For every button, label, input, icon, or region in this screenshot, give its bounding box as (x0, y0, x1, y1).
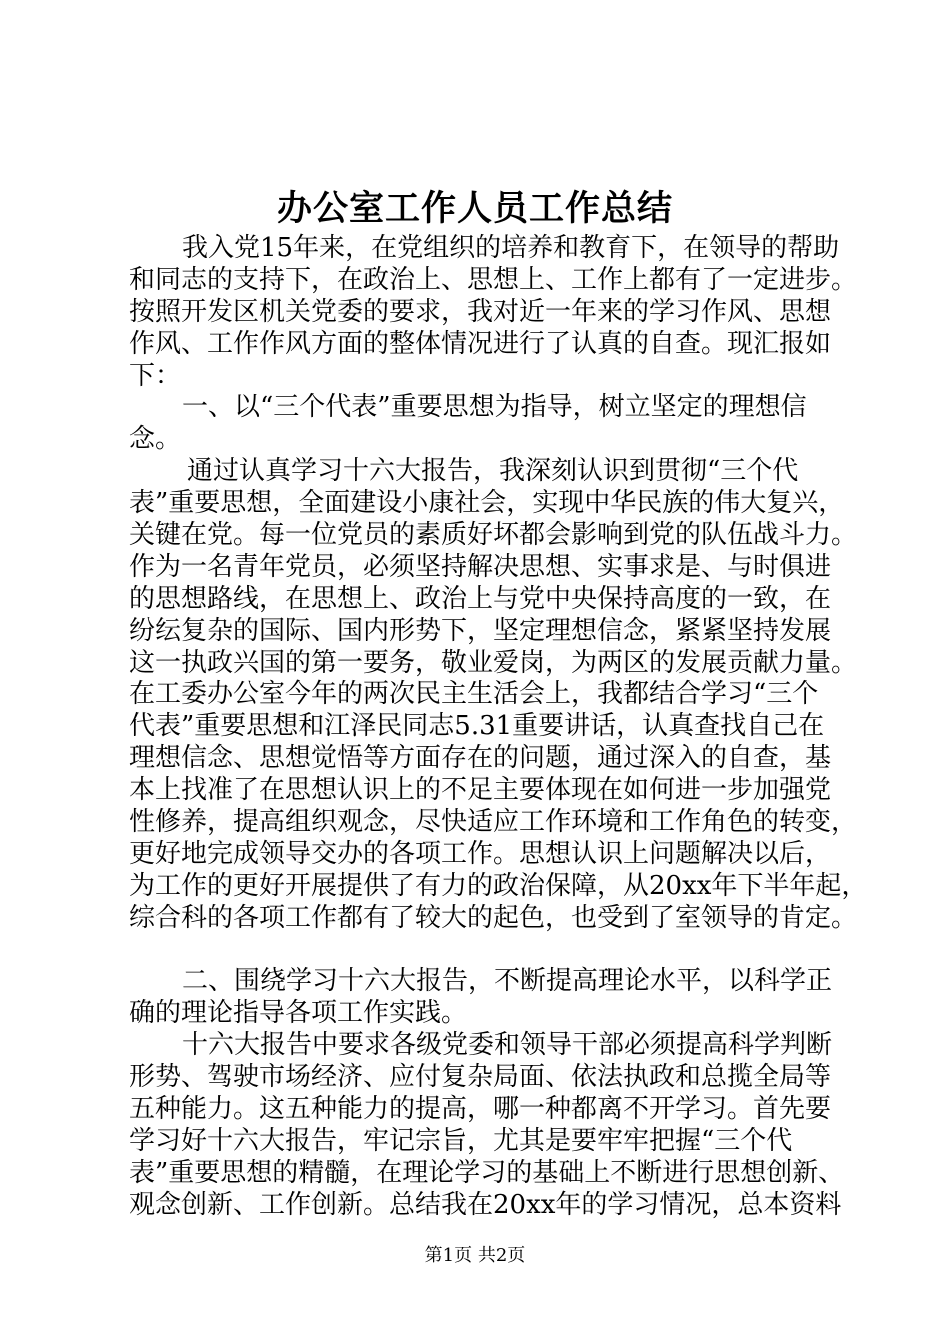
paragraph-line: 和同志的支持下，在政治上、思想上、工作上都有了一定进步。 (129, 264, 858, 295)
paragraph-line: 关键在党。每一位党员的素质好坏都会影响到党的队伍战斗力。 (129, 520, 858, 551)
section-heading-line: 一、以“三个代表”重要思想为指导，树立坚定的理想信 (182, 392, 807, 423)
paragraph-line: 下： (129, 360, 182, 391)
paragraph-line: 作风、工作作风方面的整体情况进行了认真的自查。现汇报如 (129, 328, 832, 359)
paragraph-line: 表”重要思想的精髓，在理论学习的基础上不断进行思想创新、 (129, 1157, 845, 1188)
paragraph-line: 性修养，提高组织观念，尽快适应工作环境和工作角色的转变， (129, 807, 858, 838)
paragraph-line: 在工委办公室今年的两次民主生活会上，我都结合学习“三个 (129, 679, 819, 710)
paragraph-line: 我入党15年来，在党组织的培养和教育下，在领导的帮助 (182, 233, 840, 263)
paragraph-line: 更好地完成领导交办的各项工作。思想认识上问题解决以后， (129, 838, 832, 869)
paragraph-line: 的思想路线，在思想上、政治上与党中央保持高度的一致，在 (129, 583, 832, 614)
page-footer: 第1页 共2页 (424, 1245, 526, 1266)
paragraph-line: 作为一名青年党员，必须坚持解决思想、实事求是、与时俱进 (129, 551, 832, 582)
paragraph-line: 综合科的各项工作都有了较大的起色，也受到了室领导的肯定。 (129, 902, 858, 933)
paragraph-line: 学习好十六大报告，牢记宗旨，尤其是要牢牢把握“三个代 (129, 1125, 793, 1156)
paragraph-line: 按照开发区机关党委的要求，我对近一年来的学习作风、思想 (129, 296, 832, 327)
paragraph-line: 本上找准了在思想认识上的不足主要体现在如何进一步加强党 (129, 775, 832, 806)
paragraph-line: 五种能力。这五种能力的提高，哪一种都离不开学习。首先要 (129, 1094, 832, 1125)
document-body (129, 233, 868, 1222)
section-heading-line: 二、围绕学习十六大报告，不断提高理论水平，以科学正 (182, 966, 833, 997)
paragraph-line: 为工作的更好开展提供了有力的政治保障，从20xx年下半年起， (129, 870, 868, 901)
paragraph-line: 表”重要思想，全面建设小康社会，实现中华民族的伟大复兴， (129, 488, 845, 519)
paragraph-line: 代表”重要思想和江泽民同志5.31重要讲话，认真查找自己在 (129, 711, 825, 742)
paragraph-line: 通过认真学习十六大报告，我深刻认识到贯彻“三个代 (187, 456, 799, 487)
paragraph-line: 理想信念、思想觉悟等方面存在的问题，通过深入的自查，基 (129, 743, 832, 774)
section-heading-line: 确的理论指导各项工作实践。 (129, 998, 468, 1029)
section-heading-line: 念。 (129, 424, 182, 455)
document-title: 办公室工作人员工作总结 (276, 188, 673, 229)
paragraph-line: 观念创新、工作创新。总结我在20xx年的学习情况，总本资料 (129, 1189, 842, 1220)
paragraph-line: 纷纭复杂的国际、国内形势下，坚定理想信念，紧紧坚持发展 (129, 615, 832, 646)
paragraph-line: 形势、驾驶市场经济、应付复杂局面、依法执政和总揽全局等 (129, 1062, 832, 1093)
paragraph-line: 这一执政兴国的第一要务，敬业爱岗，为两区的发展贡献力量。 (129, 647, 858, 678)
paragraph-gap (129, 935, 855, 967)
paragraph-line: 十六大报告中要求各级党委和领导干部必须提高科学判断 (182, 1030, 833, 1061)
